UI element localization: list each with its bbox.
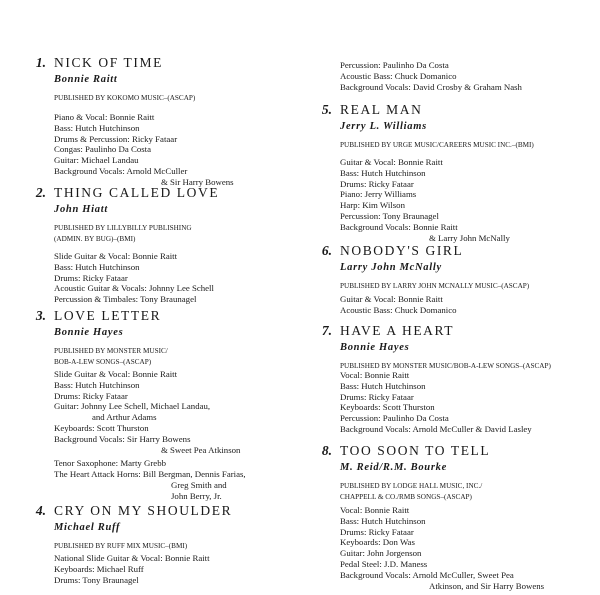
track-publisher: PUBLISHED BY URGE MUSIC/CAREERS MUSIC INC.–(BMI) (340, 141, 534, 149)
track-number: 1. (35, 55, 46, 70)
track-writer: Bonnie Hayes (340, 342, 410, 353)
track-title: HAVE A HEART (340, 323, 455, 338)
track-credits: Piano & Vocal: Bonnie Raitt Bass: Hutch Hutchinson Drums & Percussion: Ricky Fataar Congas: Paulinho Da Costa Guitar: Michael Landau Background Vocals: Arnold McCuller & Sir Harry Bowens (54, 112, 234, 187)
track-number: 7. (321, 323, 332, 338)
track-number: 3. (35, 308, 46, 323)
track-title: NOBODY'S GIRL (340, 243, 464, 258)
track-number: 2. (35, 185, 46, 200)
track-writer: M. Reid/R.M. Bourke (340, 462, 447, 473)
track-credits: Slide Guitar & Vocal: Bonnie Raitt Bass: Hutch Hutchinson Drums: Ricky Fataar Acoustic Guitar & Vocals: Johnny Lee Schell Percussion & Timbales: Tony Braunagel (54, 251, 214, 305)
track-title: LOVE LETTER (54, 308, 162, 323)
track-credits: Guitar & Vocal: Bonnie Raitt Bass: Hutch Hutchinson Drums: Ricky Fataar Piano: Jerry Williams Harp: Kim Wilson Percussion: Tony Braunagel Background Vocals: Bonnie Raitt & Larry John McNally (340, 157, 510, 243)
track-credits: Vocal: Bonnie Raitt Bass: Hutch Hutchinson Drums: Ricky Fataar Keyboards: Scott Thurston Percussion: Paulinho Da Costa Background Vocals: Arnold McCuller & David Lasley (340, 370, 532, 434)
track-credits: Guitar & Vocal: Bonnie Raitt Acoustic Bass: Chuck Domanico (340, 294, 457, 315)
track-title: TOO SOON TO TELL (340, 443, 491, 458)
track-title: REAL MAN (340, 102, 423, 117)
track-publisher: PUBLISHED BY MONSTER MUSIC/ BOB-A-LEW SONGS–(ASCAP) (54, 347, 168, 366)
track-title: THING CALLED LOVE (54, 185, 220, 200)
track-writer: Bonnie Raitt (54, 74, 118, 85)
track-writer: Jerry L. Williams (340, 121, 427, 132)
track-writer: Bonnie Hayes (54, 327, 124, 338)
track-publisher: PUBLISHED BY KOKOMO MUSIC–(ASCAP) (54, 94, 196, 102)
continued-credits: Percussion: Paulinho Da Costa Acoustic Bass: Chuck Domanico Background Vocals: David Crosby & Graham Nash (340, 60, 522, 92)
track-credits: Slide Guitar & Vocal: Bonnie Raitt Bass: Hutch Hutchinson Drums: Ricky Fataar Guitar: Johnny Lee Schell, Michael Landau, and Arthur Adams Keyboards: Scott Thurston Background Vocals: Sir Harry Bowens & Sweet Pea Atkinson Tenor Saxophone: Marty Grebb The Heart Attack Horns: Bill Bergman, Dennis Farias, Greg Smith and John Berry, Jr. (54, 369, 246, 501)
track-writer: John Hiatt (54, 204, 108, 215)
track-number: 5. (321, 102, 332, 117)
track-credits: National Slide Guitar & Vocal: Bonnie Raitt Keyboards: Michael Ruff Drums: Tony Braunagel (54, 553, 210, 585)
track-publisher: PUBLISHED BY RUFF MIX MUSIC–(BMI) (54, 542, 188, 550)
track-credits: Vocal: Bonnie Raitt Bass: Hutch Hutchinson Drums: Ricky Fataar Keyboards: Don Was Guitar: John Jorgenson Pedal Steel: J.D. Maness Background Vocals: Arnold McCuller, Sweet Pea Atkinson, and Sir Harry Bowens (340, 505, 545, 591)
track-title: NICK OF TIME (54, 55, 163, 70)
track-title: CRY ON MY SHOULDER (54, 503, 233, 518)
track-publisher: PUBLISHED BY LARRY JOHN MCNALLY MUSIC–(ASCAP) (340, 282, 530, 290)
track-publisher: PUBLISHED BY LODGE HALL MUSIC, INC./ CHAPPELL & CO./RMB SONGS–(ASCAP) (340, 482, 483, 501)
track-publisher: PUBLISHED BY LILLYBILLY PUBLISHING (ADMIN. BY BUG)–(BMI) (54, 224, 192, 243)
track-writer: Michael Ruff (54, 522, 121, 533)
track-number: 4. (35, 503, 46, 518)
track-number: 6. (321, 243, 332, 258)
track-number: 8. (321, 443, 332, 458)
track-writer: Larry John McNally (340, 262, 442, 273)
track-publisher: PUBLISHED BY MONSTER MUSIC/BOB-A-LEW SONGS–(ASCAP) (340, 362, 551, 370)
